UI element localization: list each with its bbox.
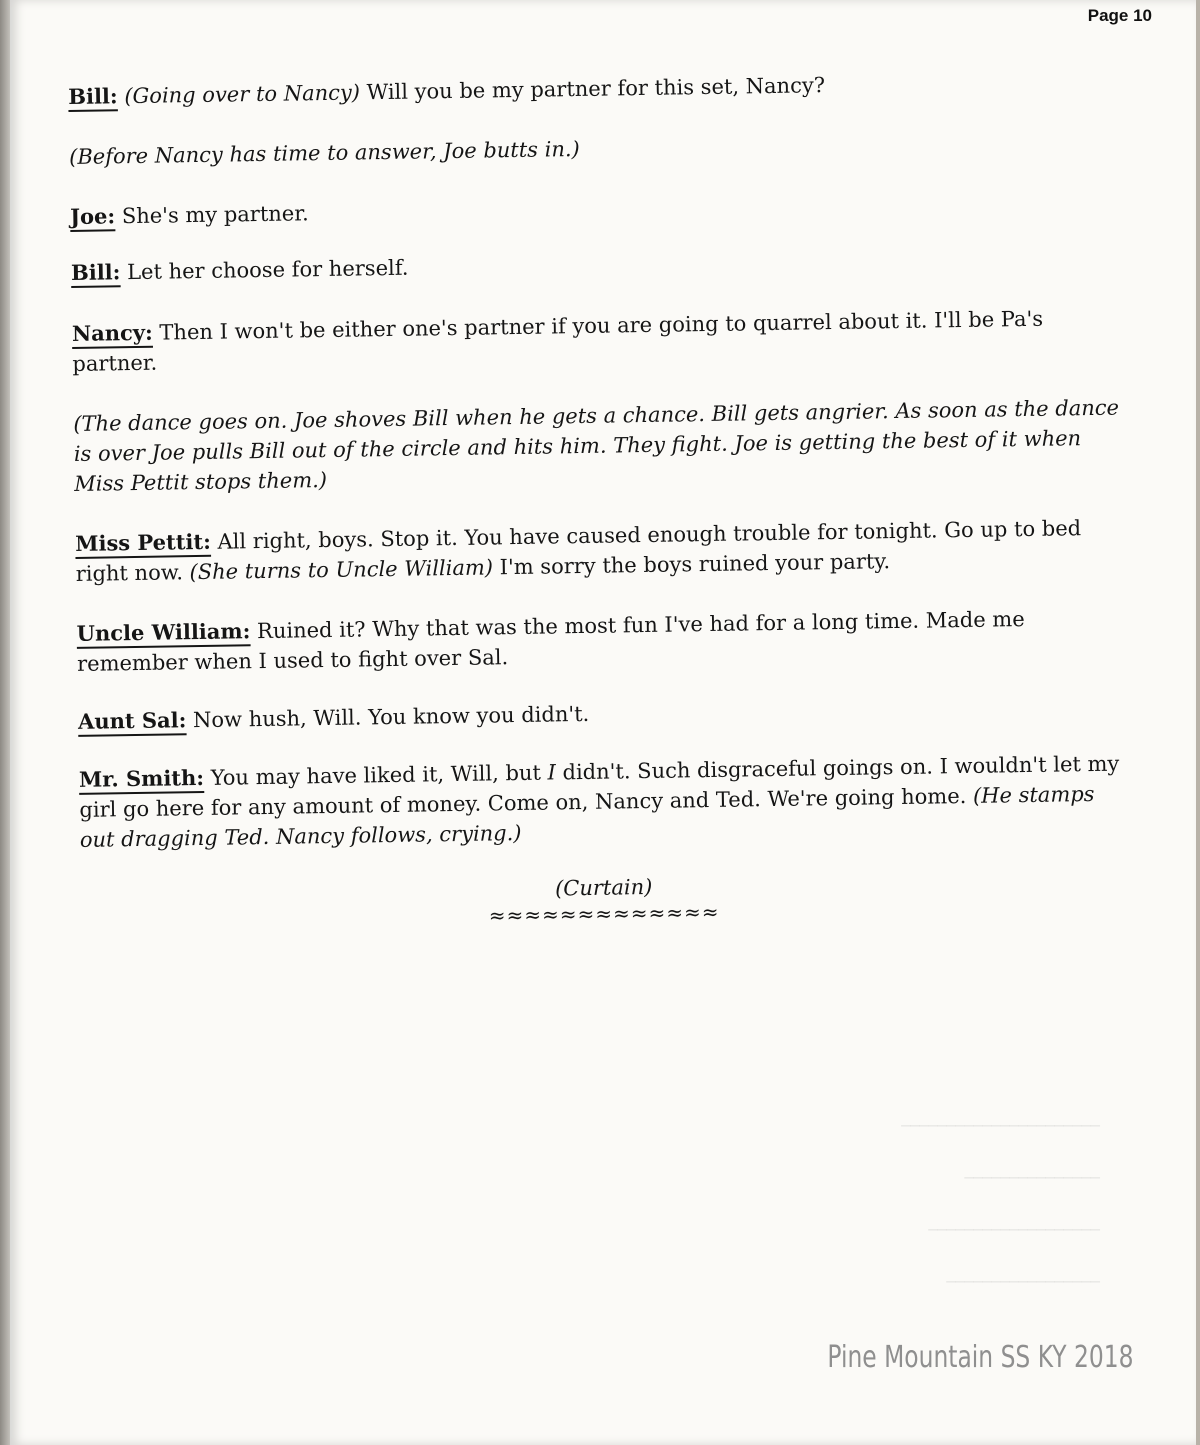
dialogue-line-miss-pettit — [75, 513, 1122, 589]
dialogue-line-joe — [70, 186, 1116, 232]
dialogue-text: You may have liked it, Will, but — [203, 760, 548, 790]
dialogue-line-bill — [71, 242, 1117, 288]
dialogue-text: didn't. Such disgraceful goings on. I wouldn't let my girl go here for any amount of money. Come on, Nancy and Ted. We're going home. — [79, 751, 1120, 822]
credit-watermark: Pine Mountain SS KY 2018 — [827, 1340, 1134, 1375]
curtain-line: (Curtain) — [554, 874, 653, 901]
speaker-name: Aunt Sal: — [77, 707, 187, 734]
stage-direction: (He stamps out dragging Ted. Nancy follows, crying.) — [79, 781, 1095, 852]
stage-direction: (She turns to Uncle William) — [189, 555, 494, 585]
stage-direction-line: (Before Nancy has time to answer, Joe butts in.) — [68, 136, 580, 169]
dialogue-line-mr-smith — [79, 748, 1126, 854]
speaker-name: Bill: — [68, 83, 118, 109]
dialogue-text: All right, boys. Stop it. You have caused enough trouble for tonight. Go up to bed right now. — [75, 516, 1082, 586]
dialogue-text: Then I won't be either one's partner if you are going to quarrel about it. I'll be Pa's partner. — [72, 306, 1044, 376]
speaker-name: Mr. Smith: — [78, 764, 205, 792]
dialogue-line-bill — [68, 66, 1114, 112]
bleed-through-text: ────────────────────── ─────────────── ─────────────────── ───────────────── — [901, 1117, 1100, 1291]
stage-direction-line: (The dance goes on. Joe shoves Bill when he gets a chance. Bill gets angrier. As soon as the dance is over Joe pulls Bill out of the circle and hits him. They fight. Joe is getting the best of it when Miss Pettit stops them.) — [73, 395, 1120, 496]
speaker-name: Miss Pettit: — [75, 528, 212, 556]
speaker-name: Joe: — [69, 203, 116, 229]
emphasis-text: I — [547, 760, 557, 785]
dialogue-text: Ruined it? Why that was the most fun I've had for a long time. Made me remember when I used to fight over Sal. — [76, 607, 1025, 676]
dialogue-line-nancy — [72, 303, 1119, 379]
dialogue-text: I'm sorry the boys ruined your party. — [492, 549, 891, 580]
dialogue-text: Will you be my partner for this set, Nancy? — [359, 73, 826, 105]
dialogue-line-uncle-william — [76, 603, 1123, 679]
dialogue-line-aunt-sal — [78, 690, 1124, 736]
dialogue-text: Now hush, Will. You know you didn't. — [186, 701, 590, 733]
dialogue-text: She's my partner. — [114, 201, 309, 229]
speaker-name: Nancy: — [71, 319, 153, 346]
page-number: Page 10 — [1087, 6, 1152, 25]
dialogue-text: Let her choose for herself. — [120, 255, 409, 285]
speaker-name: Uncle William: — [76, 618, 251, 646]
speaker-name: Bill: — [70, 259, 121, 285]
document-page — [10, 0, 1196, 1445]
separator-line: ≈≈≈≈≈≈≈≈≈≈≈≈≈ — [488, 899, 720, 928]
play-script — [68, 66, 1127, 937]
stage-direction: (Going over to Nancy) — [124, 80, 361, 109]
